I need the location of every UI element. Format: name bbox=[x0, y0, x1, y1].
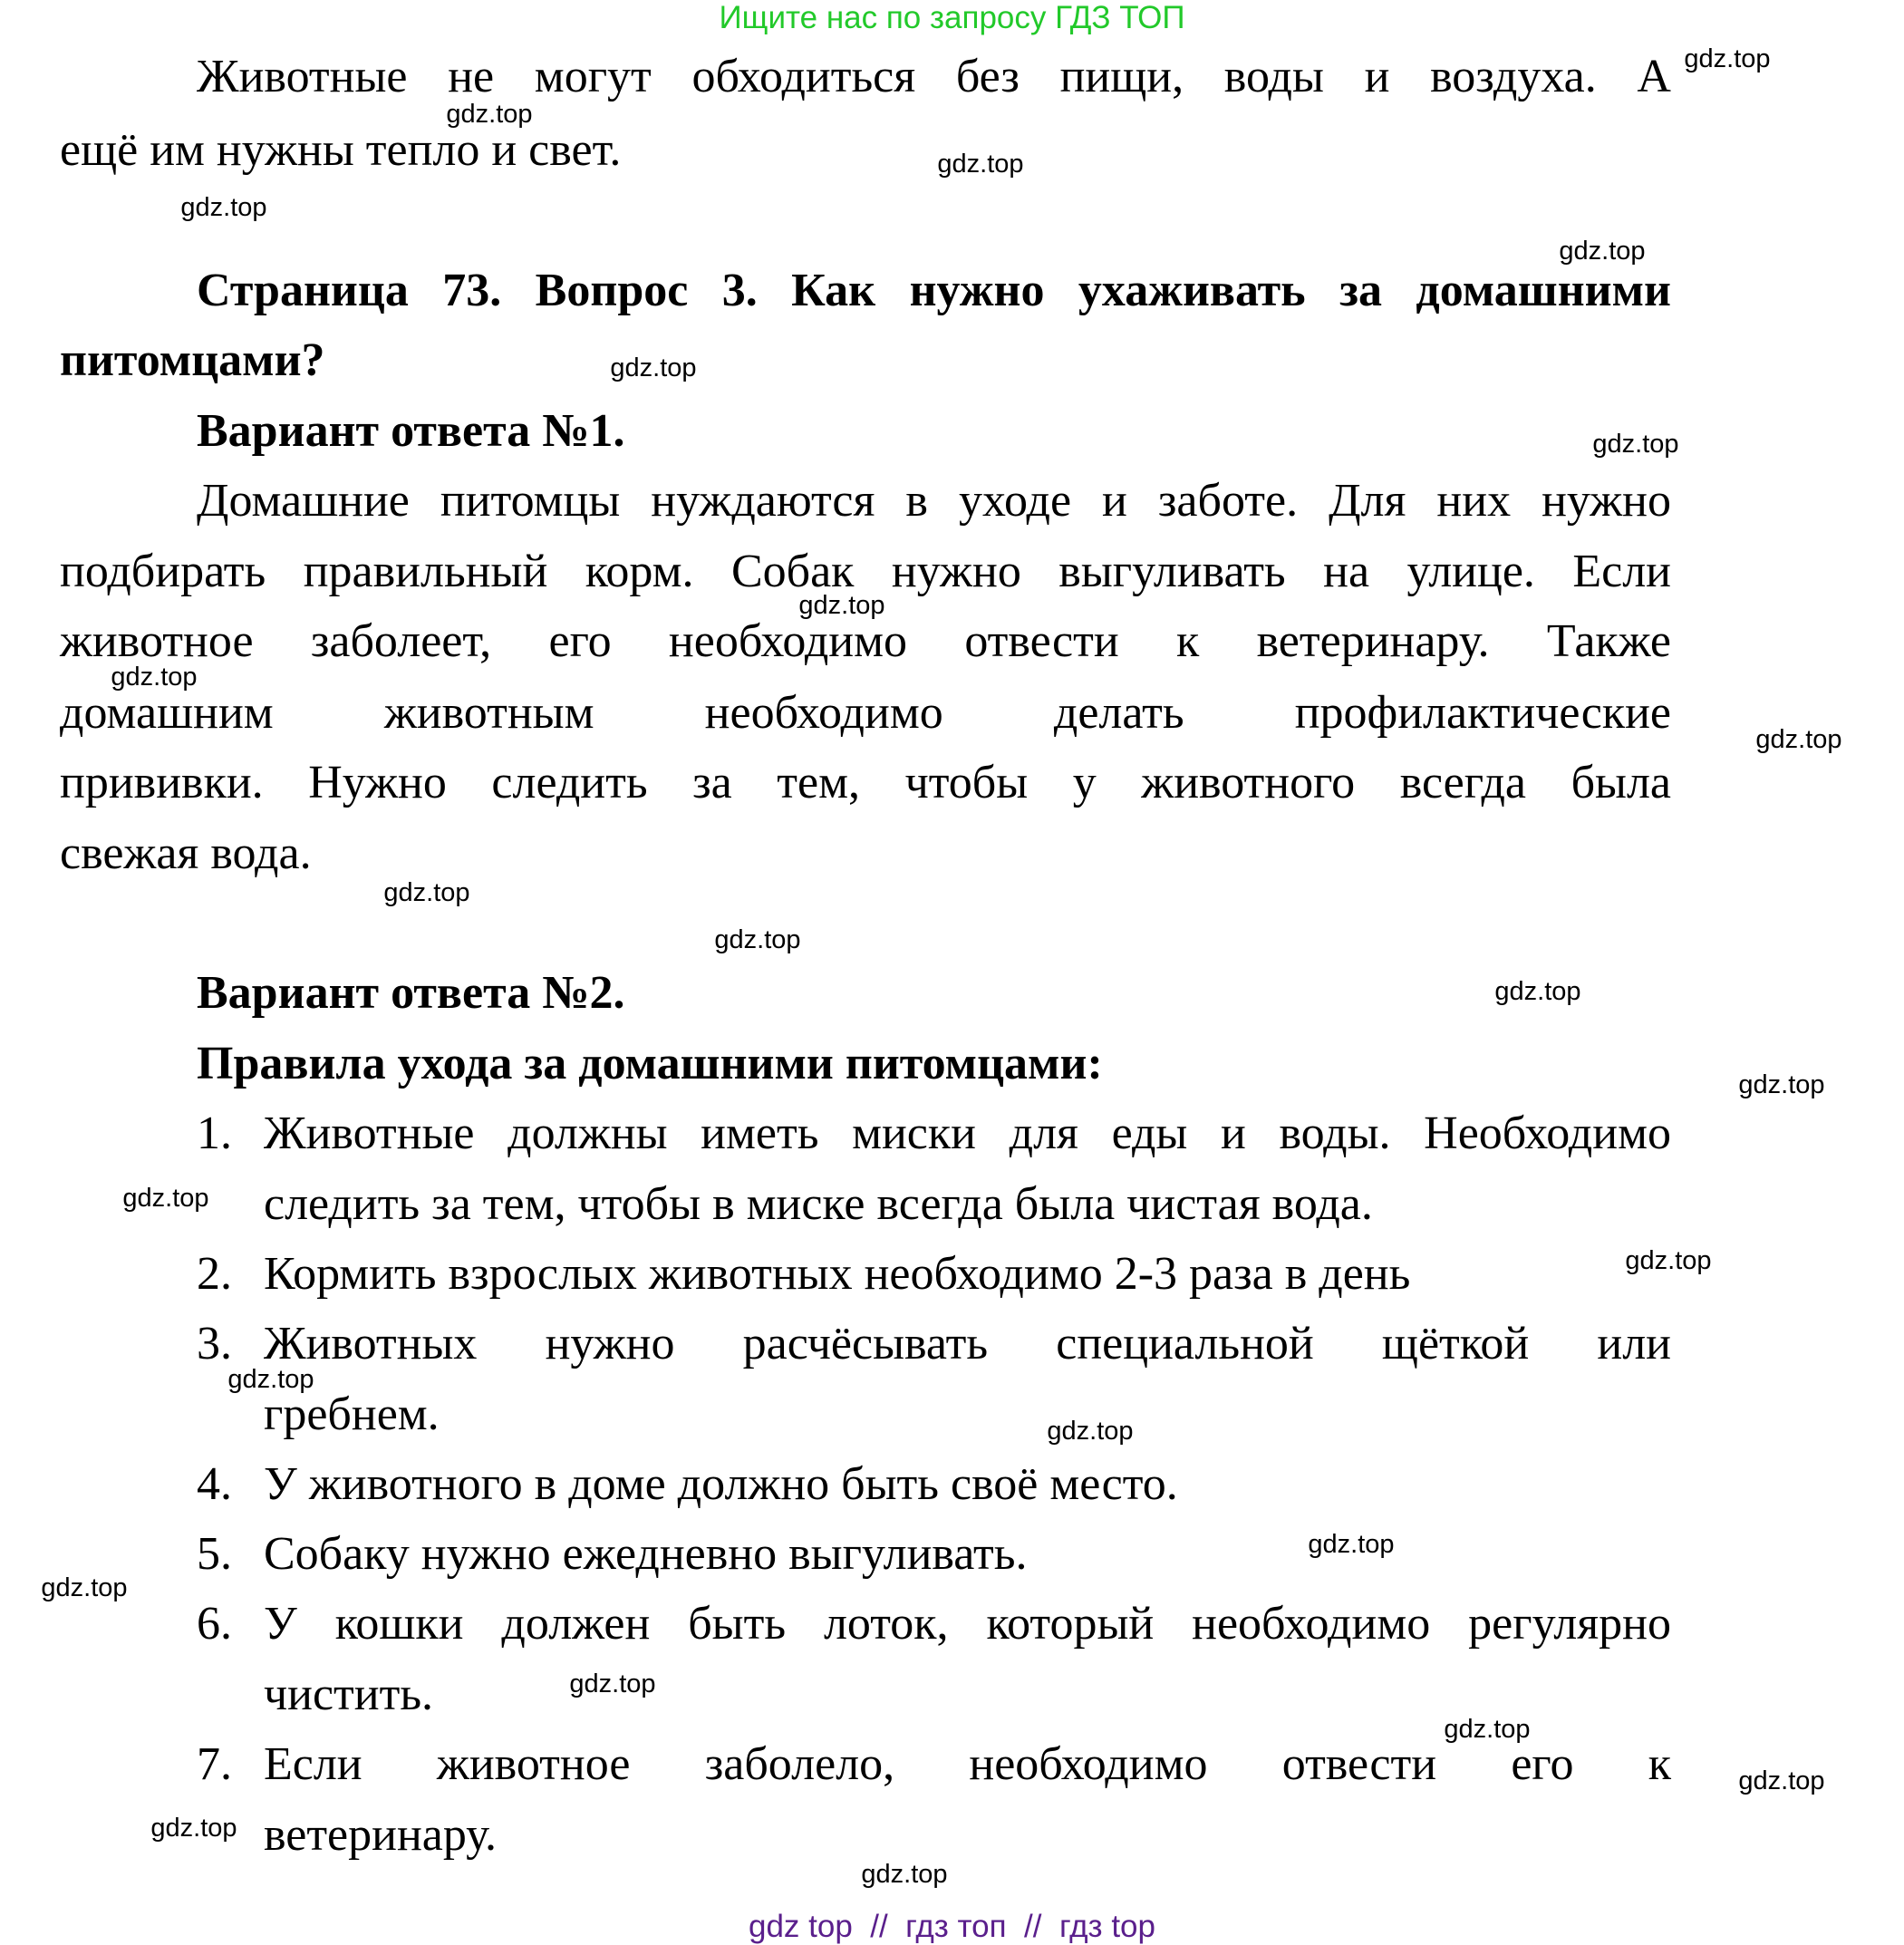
search-banner: Ищите нас по запросу ГДЗ ТОП bbox=[719, 0, 1185, 35]
watermark: gdz.top bbox=[1494, 977, 1581, 1006]
watermark: gdz.top bbox=[1738, 1766, 1825, 1795]
list-item: Если животное заболело, необходимо отвести его к bbox=[264, 1738, 1671, 1790]
list-number: 4. bbox=[197, 1458, 232, 1510]
watermark: gdz.top bbox=[180, 193, 267, 222]
watermark: gdz.top bbox=[1625, 1246, 1712, 1275]
watermark: gdz.top bbox=[1444, 1715, 1531, 1744]
watermark: gdz.top bbox=[861, 1860, 948, 1889]
list-item: следить за тем, чтобы в миске всегда была чистая вода. bbox=[264, 1178, 1373, 1230]
list-number: 3. bbox=[197, 1318, 232, 1369]
answer-line: животное заболеет, его необходимо отвести к ветеринару. Также bbox=[60, 615, 1671, 667]
watermark: gdz.top bbox=[1684, 44, 1771, 73]
watermark: gdz.top bbox=[1738, 1070, 1825, 1099]
list-item: У животного в доме должно быть своё место. bbox=[264, 1458, 1178, 1510]
watermark: gdz.top bbox=[383, 878, 470, 907]
list-item: У кошки должен быть лоток, который необходимо регулярно bbox=[264, 1598, 1671, 1650]
watermark: gdz.top bbox=[1047, 1417, 1134, 1446]
list-item: Собаку нужно ежедневно выгуливать. bbox=[264, 1528, 1028, 1580]
watermark: gdz.top bbox=[937, 150, 1024, 179]
answer-line: свежая вода. bbox=[60, 827, 312, 879]
answer-line: домашним животным необходимо делать профилактические bbox=[60, 687, 1671, 739]
question-heading: Страница 73. Вопрос 3. Как нужно ухаживать за домашними bbox=[197, 265, 1671, 316]
watermark: gdz.top bbox=[1559, 237, 1646, 266]
watermark: gdz.top bbox=[1592, 430, 1679, 459]
list-number: 7. bbox=[197, 1738, 232, 1790]
list-number: 1. bbox=[197, 1108, 232, 1159]
list-number: 5. bbox=[197, 1528, 232, 1580]
watermark: gdz.top bbox=[122, 1184, 209, 1213]
watermark: gdz.top bbox=[227, 1365, 314, 1394]
list-item: Кормить взрослых животных необходимо 2-3 раза в день bbox=[264, 1248, 1411, 1300]
list-number: 6. bbox=[197, 1598, 232, 1650]
watermark: gdz.top bbox=[714, 925, 801, 954]
list-item: ветеринару. bbox=[264, 1809, 497, 1861]
answer-line: подбирать правильный корм. Собак нужно выгуливать на улице. Если bbox=[60, 546, 1671, 597]
watermark: gdz.top bbox=[41, 1573, 128, 1602]
footer-links: gdz top // гдз топ // гдз top bbox=[749, 1909, 1155, 1944]
watermark: gdz.top bbox=[150, 1814, 237, 1843]
answer-line: прививки. Нужно следить за тем, чтобы у животного всегда была bbox=[60, 757, 1671, 808]
question-heading: питомцами? bbox=[60, 334, 325, 386]
watermark: gdz.top bbox=[111, 663, 198, 692]
watermark: gdz.top bbox=[798, 591, 885, 620]
watermark: gdz.top bbox=[446, 100, 533, 129]
list-item: Животных нужно расчёсывать специальной щёткой или bbox=[264, 1318, 1671, 1369]
watermark: gdz.top bbox=[569, 1669, 656, 1698]
variant-1-heading: Вариант ответа №1. bbox=[197, 405, 625, 457]
list-item: чистить. bbox=[264, 1669, 434, 1720]
variant-2-heading: Вариант ответа №2. bbox=[197, 967, 625, 1019]
watermark: gdz.top bbox=[1308, 1530, 1395, 1559]
watermark: gdz.top bbox=[610, 353, 697, 382]
list-item: гребнем. bbox=[264, 1389, 440, 1440]
intro-line: ещё им нужны тепло и свет. bbox=[60, 124, 622, 176]
watermark: gdz.top bbox=[1755, 725, 1842, 754]
list-number: 2. bbox=[197, 1248, 232, 1300]
rules-title: Правила ухода за домашними питомцами: bbox=[197, 1038, 1103, 1089]
list-item: Животные должны иметь миски для еды и воды. Необходимо bbox=[264, 1108, 1671, 1159]
answer-line: Домашние питомцы нуждаются в уходе и заботе. Для них нужно bbox=[197, 475, 1671, 527]
intro-line: Животные не могут обходиться без пищи, воды и воздуха. А bbox=[197, 51, 1671, 102]
